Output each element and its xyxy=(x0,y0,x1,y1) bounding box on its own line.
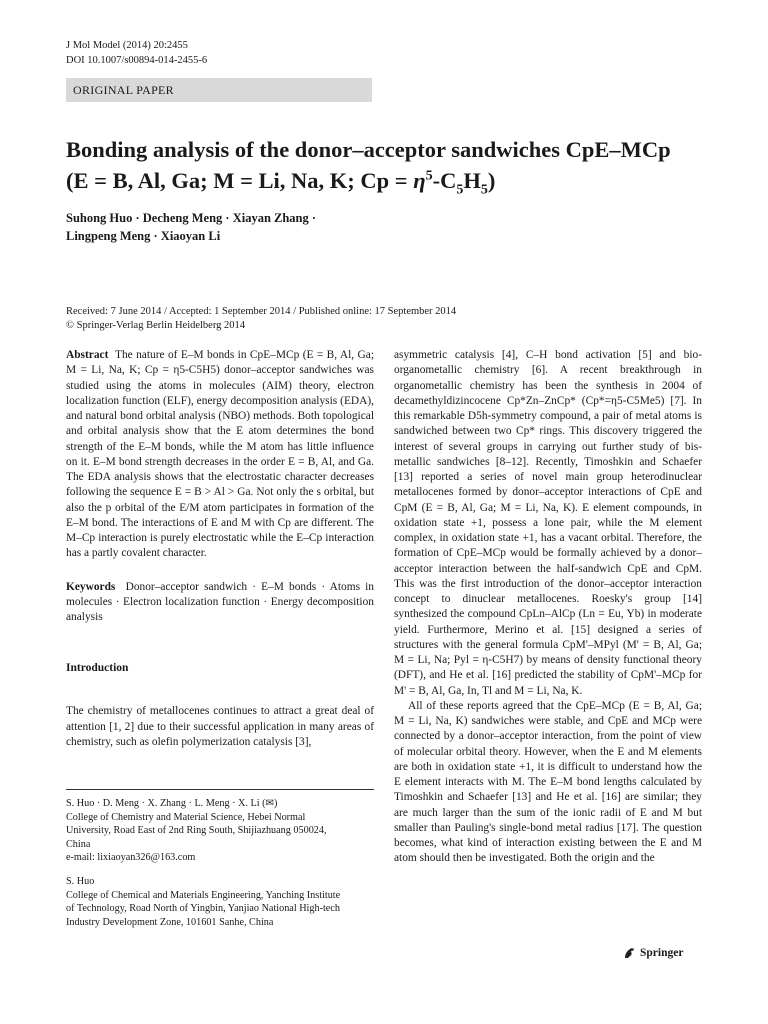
abstract-text: The nature of E–M bonds in CpE–MCp (E = B, Al, Ga; M = Li, Na, K; Cp = η5-C5H5) donor–acceptor sandwiches was studied using the atoms in molecules (AIM) theory, electron localization function (ELF), energy decomposition analysis (EDA), and natural bond orbital analysis (NBO) methods. Both topological and orbital analysis show that the E atom determines the bond strength of the E–M bonds, while the M atom has little influence on it. E–M bond strength decreases in the order E = B, Al, and Ga. The EDA analysis shows that the electrostatic character decreases following the sequence E = B > Al > Ga. Not only the s orbital, but also the p orbital of the E/M atom participates in formation of the E–M bond. The interactions of E and M with Cp are different. The M–Cp interaction is purely electrostatic while the E–Cp interaction has a partly covalent character. xyxy=(66,349,374,560)
section-heading-introduction: Introduction xyxy=(66,662,129,675)
publisher-logo xyxy=(622,946,683,960)
affiliation-line: China xyxy=(66,838,91,850)
abstract-label: Abstract xyxy=(66,349,109,361)
affiliation-line: College of Chemical and Materials Engineering, Yanching Institute xyxy=(66,889,341,901)
authors-line-1[interactable]: Suhong Huo · Decheng Meng · Xiayan Zhang · xyxy=(66,211,317,225)
right-column xyxy=(394,348,702,867)
publication-dates xyxy=(66,305,726,333)
copyright-line: © Springer-Verlag Berlin Heidelberg 2014 xyxy=(66,320,246,331)
springer-horse-icon xyxy=(622,946,636,960)
affiliations xyxy=(66,797,374,929)
title-line-1: Bonding analysis of the donor–acceptor sandwiches CpE–MCp xyxy=(66,137,671,162)
affiliation-line: College of Chemistry and Material Science, Hebei Normal xyxy=(66,811,306,823)
paper-title xyxy=(66,137,716,203)
article-type-banner: ORIGINAL PAPER xyxy=(66,78,372,102)
title-line-2: (E = B, Al, Ga; M = Li, Na, K; $Cp = \eta^5-C_5H_5$) xyxy=(66,167,496,197)
footnote-divider xyxy=(66,789,374,790)
author-list xyxy=(66,209,566,245)
affiliation-authors: S. Huo xyxy=(66,875,95,887)
affiliation-line: Industry Development Zone, 101601 Sanhe, China xyxy=(66,916,274,928)
left-column xyxy=(66,348,374,750)
body-paragraph: All of these reports agreed that the CpE–MCp (E = B, Al, Ga; M = Li, Na, K) sandwiches were stable, and CpE and MCp were connected by a donor–acceptor interaction, from the point of view of molecular orbital theory. However, when the E and M elements are both in oxidation state +1, it is difficult to understand how the E element interacts with M. The E–M bond lengths calculated by Timoshkin and Schaefer [13] and He et al. [16] are similar; they are much larger than the sum of the ionic radii of E and M but smaller than Pauling's single-bond metal radius [17]. The question becomes, what kind of interaction existing between the E and M atom should then be investigated. Both the origin and the xyxy=(394,699,702,865)
keywords-text: Donor–acceptor sandwich · E–M bonds · Atoms in molecules · Electron localization function · Energy decomposition analysis xyxy=(66,580,374,623)
doi-link[interactable]: DOI 10.1007/s00894-014-2455-6 xyxy=(66,55,208,66)
authors-line-2[interactable]: Lingpeng Meng · Xiaoyan Li xyxy=(66,229,221,243)
journal-reference: J Mol Model (2014) 20:2455 xyxy=(66,40,188,51)
affiliation-email[interactable]: e-mail: lixiaoyan326@163.com xyxy=(66,852,196,864)
keywords xyxy=(66,580,374,626)
keywords-label: Keywords xyxy=(66,580,116,593)
abstract xyxy=(66,348,374,562)
publisher-name: Springer xyxy=(640,947,684,959)
intro-paragraph: The chemistry of metallocenes continues to attract a great deal of attention [1, 2] due to their successful application in many areas of chemistry, such as olefin polymerization catalysis [3], xyxy=(66,705,374,748)
affiliation-authors: S. Huo · D. Meng · X. Zhang · L. Meng · X. Li (✉) xyxy=(66,798,278,809)
body-paragraph: asymmetric catalysis [4], C–H bond activation [5] and bio-organometallic chemistry [6]. A recent breakthrough in organometallic chemistry has been the synthesis in 2004 of decamethyldizincocene Cp*Zn–ZnCp* (Cp*=η5-C5Me5) [7]. In this remarkable D5h-symmetry compound, a pair of metal atoms is sandwiched between two Cp* rings. This discovery triggered the interest of several groups in carrying out further study of bis-metallic sandwiches [8–12]. Recently, Timoshkin and Schaefer [13] reported a series of novel main group heterodinuclear metallocenes formed by donor–acceptor interactions of CpE and CpM (E = B, Al, Ga; M = Li, Na, K). E element compounds, in oxidation state +1, possess a lone pair, while the M element complex, in oxidation state +1, has a vacant orbital. Therefore, the formation of CpE–MCp would be formally achieved by a donor–acceptor interaction between the half-sandwich CpE and CpM. This was the first introduction of the donor–acceptor interaction concept to dinuclear metallocenes. Roesky's group [14] synthesized the compound CpLn–AlCp (Ln = Eu, Yb) in moderate yield. Furthermore, Merino et al. [15] designed a series of structures with the general formula CpM'–MPyl (M' = B, Al, Ga; M = Li, Na; Pyl = η-C5H7) by means of density functional theory (DFT), and He et al. [16] predicted the stability of CpM'–MCp for M' = B, Al, Ga, In, Tl and M = Li, Na, K. xyxy=(394,349,702,697)
affiliation-block xyxy=(66,875,374,929)
affiliation-block xyxy=(66,797,374,865)
dates-line: Received: 7 June 2014 / Accepted: 1 September 2014 / Published online: 17 September 2014 xyxy=(66,306,457,317)
affiliation-line: of Technology, Road North of Yingbin, Yanjiao National High-tech xyxy=(66,903,340,915)
affiliation-line: University, Road East of 2nd Ring South, Shijiazhuang 050024, xyxy=(66,825,327,837)
